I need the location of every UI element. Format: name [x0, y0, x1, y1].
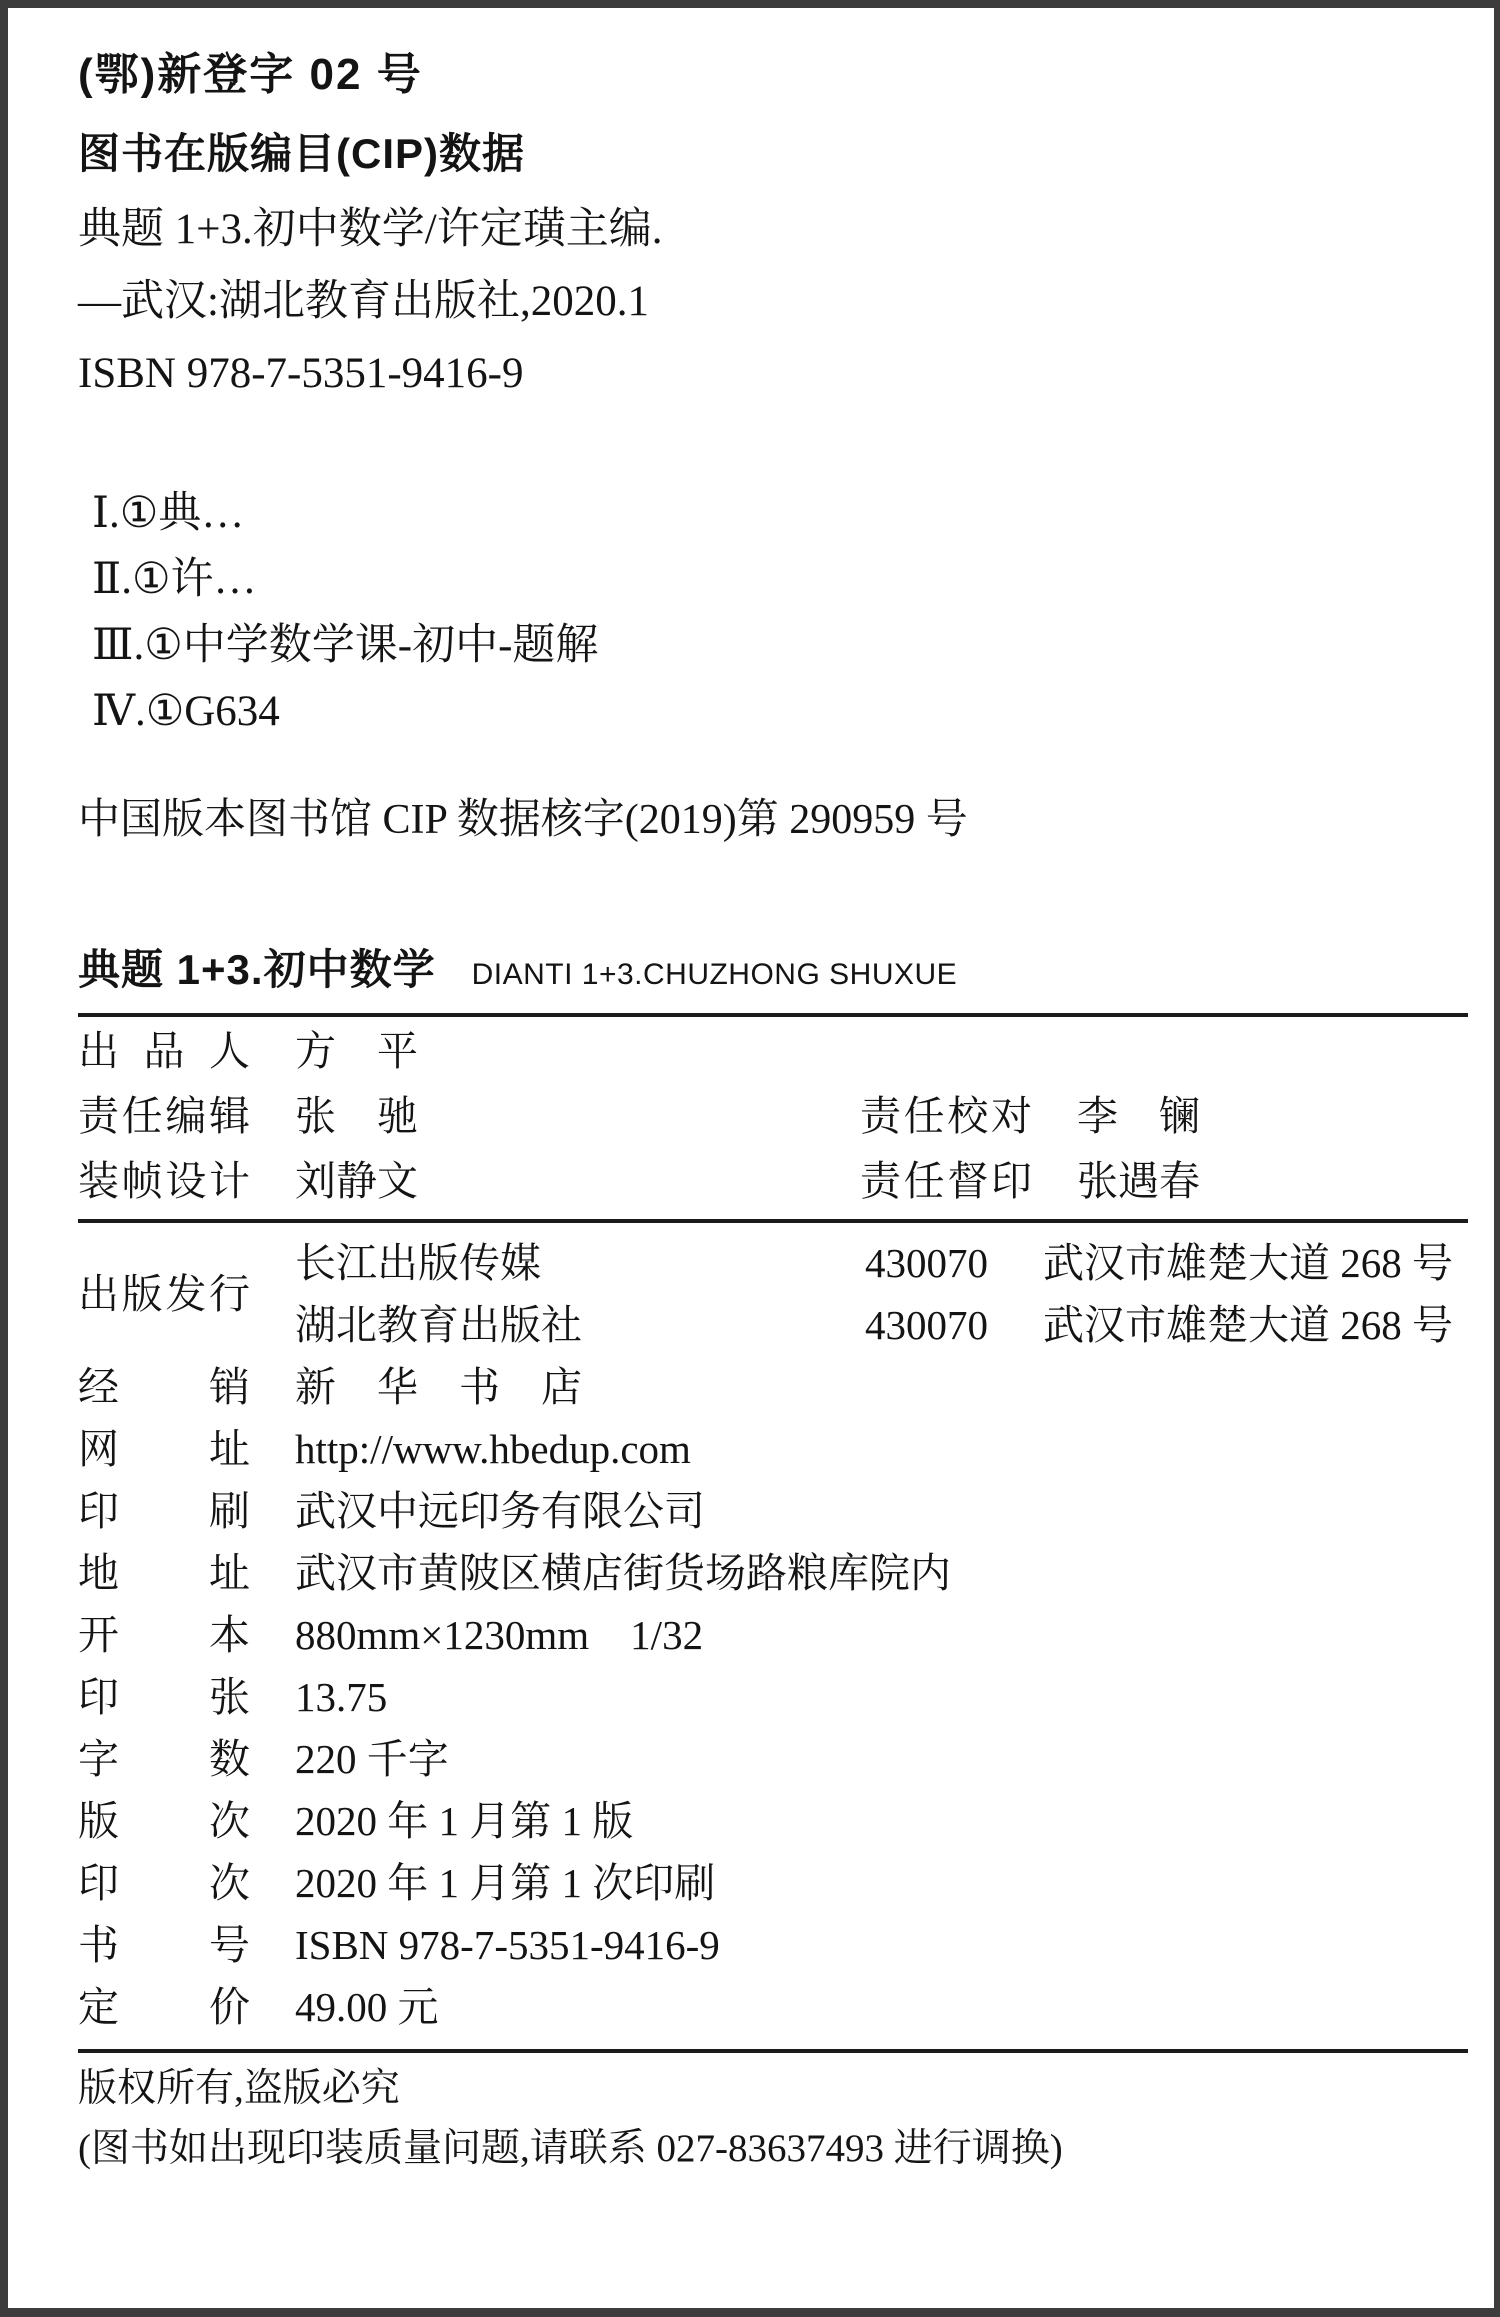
colophon-row — [78, 1985, 1494, 2029]
register-number-line: (鄂)新登字 02 号 — [78, 50, 423, 99]
book-title-pinyin: DIANTI 1+3.CHUZHONG SHUXUE — [471, 958, 958, 991]
cip-classification-list — [78, 491, 1494, 734]
colophon-row — [78, 1365, 1494, 1409]
divider — [78, 1013, 1468, 1017]
divider — [78, 1219, 1468, 1223]
classification-item: Ⅳ.①G634 — [92, 688, 280, 735]
staff-name: 张遇春 — [1077, 1158, 1200, 1204]
staff-table — [78, 1029, 1494, 1203]
publisher-row — [78, 1241, 1494, 1347]
colophon-row — [78, 1613, 1494, 1657]
colophon-table — [78, 1365, 1494, 2029]
colophon-label: 印次 — [78, 1860, 250, 1906]
quality-contact-note: (图书如出现印装质量问题,请联系 027-83637493 进行调换) — [78, 2127, 1063, 2170]
colophon-row — [78, 1675, 1494, 1719]
colophon-label: 地址 — [78, 1550, 250, 1596]
postal-code: 430070 — [865, 1302, 988, 1348]
colophon-label: 印刷 — [78, 1488, 250, 1534]
publisher-line — [250, 1303, 1494, 1347]
cip-data-heading: 图书在版编目(CIP)数据 — [78, 130, 525, 177]
colophon-label: 印张 — [78, 1674, 250, 1720]
staff-name: 张 驰 — [295, 1093, 418, 1139]
colophon-row — [78, 1799, 1494, 1843]
publisher-line — [250, 1241, 1494, 1285]
colophon-row — [78, 1861, 1494, 1905]
staff-role-label: 责任编辑 — [78, 1093, 250, 1139]
staff-name: 李 镧 — [1077, 1093, 1200, 1139]
publisher-label: 出版发行 — [78, 1271, 250, 1317]
postal-code: 430070 — [865, 1240, 988, 1286]
colophon-value: 13.75 — [295, 1674, 388, 1720]
staff-role-label: 装帧设计 — [78, 1158, 250, 1204]
cip-entry-line: —武汉:湖北教育出版社,2020.1 — [78, 278, 649, 325]
colophon-label: 定价 — [78, 1984, 250, 2030]
colophon-value: 2020 年 1 月第 1 次印刷 — [295, 1860, 716, 1906]
colophon-value: 2020 年 1 月第 1 版 — [295, 1798, 634, 1844]
colophon-row — [78, 1923, 1494, 1967]
staff-row — [78, 1159, 1494, 1203]
colophon-value: 新 华 书 店 — [295, 1364, 582, 1410]
colophon-row — [78, 1489, 1494, 1533]
colophon-value: http://www.hbedup.com — [295, 1426, 691, 1472]
colophon-label: 网址 — [78, 1426, 250, 1472]
classification-item: Ⅲ.①中学数学课-初中-题解 — [92, 622, 599, 669]
colophon-value: 220 千字 — [295, 1736, 449, 1782]
book-title-line — [78, 947, 1494, 993]
publisher-address: 武汉市雄楚大道 268 号 — [1043, 1240, 1453, 1286]
colophon-row — [78, 1737, 1494, 1781]
colophon-row — [78, 1427, 1494, 1471]
staff-name: 方 平 — [295, 1028, 418, 1074]
cip-entry-line: ISBN 978-7-5351-9416-9 — [78, 350, 524, 397]
copyright-notice: 版权所有,盗版必究 — [78, 2067, 400, 2110]
publisher-lines — [250, 1241, 1494, 1347]
staff-role-label: 责任督印 — [860, 1158, 1032, 1204]
colophon-value: 武汉市黄陂区横店街货场路粮库院内 — [295, 1550, 951, 1596]
colophon-label: 开本 — [78, 1612, 250, 1658]
colophon-label: 版次 — [78, 1798, 250, 1844]
staff-role-label: 出品人 — [78, 1028, 250, 1074]
classification-item: Ⅰ.①典… — [92, 490, 245, 537]
cip-entry-line: 典题 1+3.初中数学/许定璜主编. — [78, 206, 663, 253]
publisher-address: 武汉市雄楚大道 268 号 — [1043, 1302, 1453, 1348]
colophon-value: ISBN 978-7-5351-9416-9 — [295, 1922, 720, 1968]
publisher-name: 长江出版传媒 — [295, 1240, 541, 1286]
colophon-label: 书号 — [78, 1922, 250, 1968]
cip-record-number-line: 中国版本图书馆 CIP 数据核字(2019)第 290959 号 — [78, 797, 968, 843]
colophon-label: 经销 — [78, 1364, 250, 1410]
cip-entry-block — [78, 207, 1494, 396]
staff-row — [78, 1094, 1494, 1138]
colophon-row — [78, 1551, 1494, 1595]
colophon-value: 49.00 元 — [295, 1984, 439, 2030]
staff-row — [78, 1029, 1494, 1073]
colophon-value: 武汉中远印务有限公司 — [295, 1488, 705, 1534]
divider — [78, 2049, 1468, 2053]
classification-item: Ⅱ.①许… — [92, 556, 257, 603]
book-title-chinese: 典题 1+3.初中数学 — [78, 946, 436, 993]
publisher-name: 湖北教育出版社 — [295, 1302, 582, 1348]
colophon-value: 880mm×1230mm 1/32 — [295, 1612, 704, 1658]
colophon-label: 字数 — [78, 1736, 250, 1782]
staff-role-label: 责任校对 — [860, 1093, 1032, 1139]
staff-name: 刘静文 — [295, 1158, 418, 1204]
